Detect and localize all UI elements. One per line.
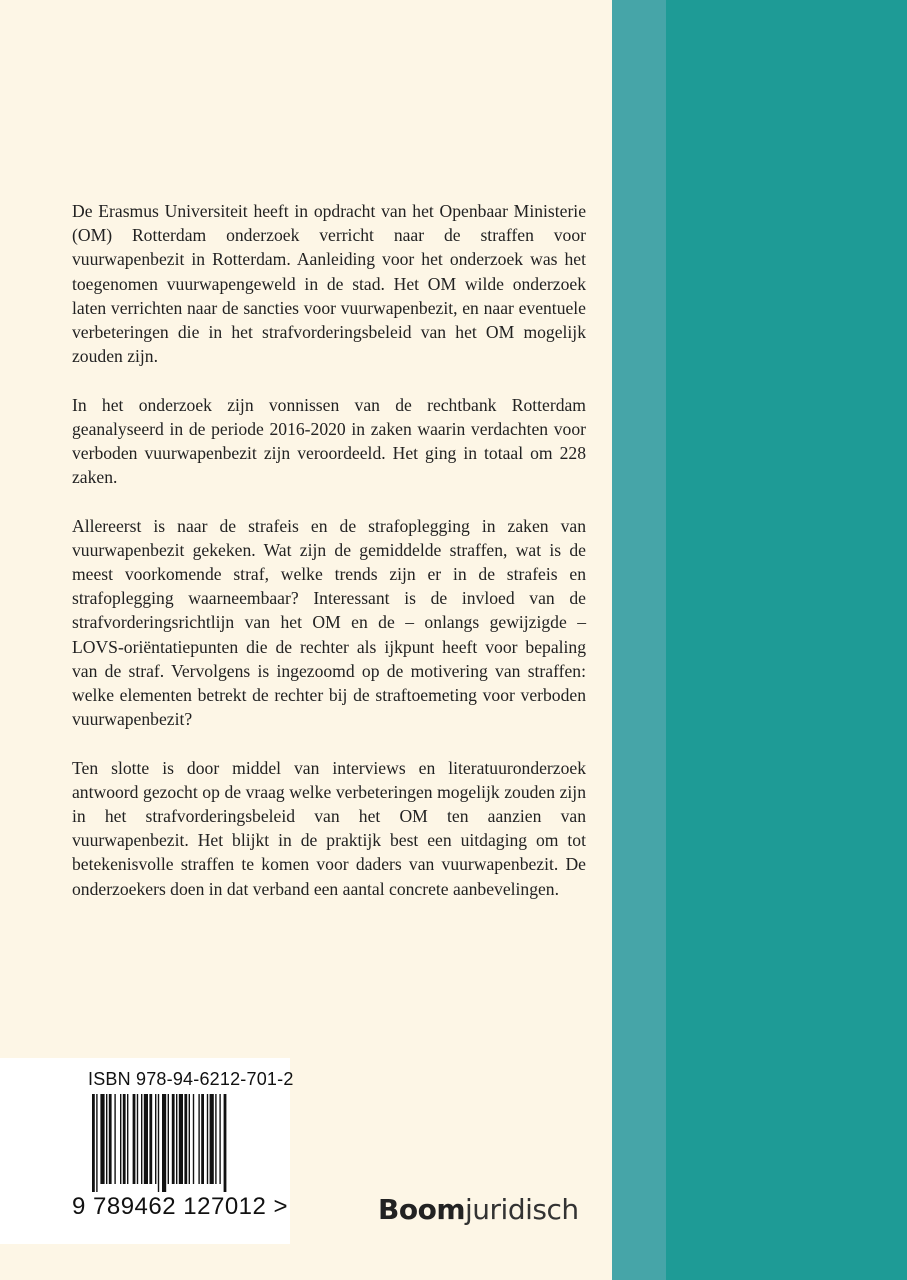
barcode-bar — [224, 1094, 227, 1192]
barcode-bar — [114, 1094, 115, 1184]
barcode-bar — [120, 1094, 121, 1184]
barcode-bar — [96, 1094, 97, 1192]
barcode-bar — [201, 1094, 204, 1184]
blurb-text — [72, 199, 586, 925]
barcode-bar — [144, 1094, 148, 1184]
spine-stripe-dark — [666, 0, 907, 1280]
barcode-digits: 9 789462 127012 > — [72, 1193, 289, 1220]
spine-stripe-light — [612, 0, 666, 1280]
barcode-bar — [198, 1094, 199, 1184]
barcode-bar — [149, 1094, 152, 1184]
barcode-bar — [127, 1094, 128, 1184]
barcode-bar — [137, 1094, 138, 1184]
barcode-bar — [172, 1094, 175, 1184]
barcode-bar — [155, 1094, 156, 1184]
barcode-bar — [92, 1094, 95, 1192]
barcode-icon — [92, 1094, 266, 1192]
barcode-bar — [133, 1094, 136, 1184]
barcode-bar — [123, 1094, 126, 1184]
barcode-bar — [219, 1094, 220, 1184]
blurb-paragraph-3: Allereerst is naar de strafeis en de strafoplegging in zaken van vuurwapenbezit gekeken. Wat zijn de gemiddelde straffen, wat is de meest voorkomende straf, welke trends zijn er in de strafeis en strafoplegging waarneembaar? Interessant is de invloed van de strafvorderingsrichtlijn van het OM en de – onlangs gewijzigde – LOVS-oriëntatiepunten die de rechter als ijkpunt heeft voor bepaling van de straf. Vervolgens is ingezoomd op de motivering van straffen: welke elementen betrekt de rechter bij de straftoemeting voor verboden vuurwapenbezit? — [72, 515, 586, 730]
publisher-name-light: juridisch — [465, 1193, 579, 1226]
isbn-label: ISBN 978-94-6212-701-2 — [88, 1069, 294, 1089]
barcode-bar — [100, 1094, 104, 1184]
barcode-bar — [210, 1094, 214, 1184]
barcode-bar — [106, 1094, 107, 1184]
barcode-bar — [168, 1094, 169, 1184]
barcode-bar — [158, 1094, 159, 1192]
barcode-bar — [162, 1094, 166, 1192]
barcode-bar — [215, 1094, 216, 1184]
barcode-bar — [193, 1094, 194, 1184]
barcode-bar — [189, 1094, 190, 1184]
barcode-bar — [141, 1094, 142, 1184]
barcode-bar — [179, 1094, 183, 1184]
barcode-bar — [184, 1094, 187, 1184]
barcode-bar — [207, 1094, 208, 1184]
publisher-logo — [378, 1193, 579, 1226]
barcode-bar — [109, 1094, 112, 1184]
blurb-paragraph-4: Ten slotte is door middel van interviews en literatuuronderzoek antwoord gezocht op de vraag welke verbeteringen mogelijk zouden zijn in het strafvorderingsbeleid van het OM ten aanzien van vuurwapenbezit. Het blijkt in de praktijk best een uitdaging om tot betekenisvolle straffen te komen voor daders van vuurwapenbezit. De onderzoekers doen in dat verband een aantal concrete aanbevelingen. — [72, 757, 586, 899]
blurb-paragraph-2: In het onderzoek zijn vonnissen van de rechtbank Rotterdam geanalyseerd in de periode 2016-2020 in zaken waarin verdachten voor verboden vuurwapenbezit zijn veroordeeld. Het ging in totaal om 228 zaken. — [72, 394, 586, 488]
blurb-paragraph-1: De Erasmus Universiteit heeft in opdracht van het Openbaar Ministerie (OM) Rotterdam onderzoek verricht naar de straffen voor vuurwapenbezit in Rotterdam. Aanleiding voor het onderzoek was het toegenomen vuurwapengeweld in de stad. Het OM wilde onderzoek laten verrichten naar de sancties voor vuurwapenbezit, en naar eventuele verbeteringen die in het strafvorderingsbeleid van het OM mogelijk zouden zijn. — [72, 201, 586, 367]
barcode-bar — [176, 1094, 177, 1184]
publisher-name-bold: Boom — [378, 1193, 465, 1226]
